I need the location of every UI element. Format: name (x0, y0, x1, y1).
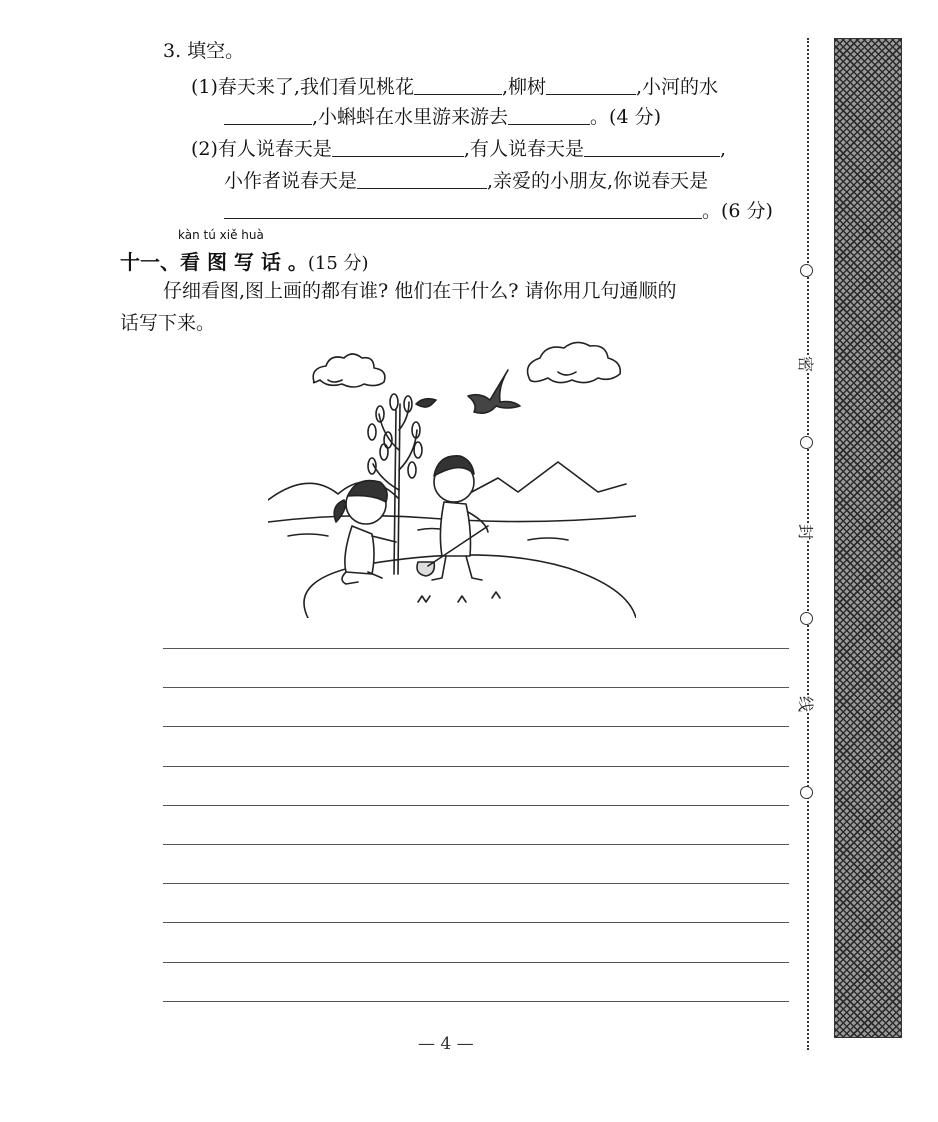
q3-p2-score: 。(6 分) (702, 200, 773, 222)
girl-figure (334, 481, 396, 584)
swallow-bird (468, 370, 520, 413)
binding-dotted-line (807, 38, 809, 1050)
answer-blank[interactable] (224, 200, 702, 219)
answer-blank[interactable] (357, 170, 487, 189)
q3-p1-score: 。(4 分) (590, 106, 662, 128)
q3-part2-line3 (224, 200, 773, 221)
answer-blank[interactable] (508, 106, 590, 125)
q3-p1-text-d: ,小蝌蚪在水里游来游去 (312, 106, 509, 128)
q3-p1-text-c: ,小河的水 (636, 76, 719, 98)
cloud-right (528, 342, 621, 382)
writing-line[interactable] (163, 726, 789, 727)
answer-blank[interactable] (546, 76, 636, 95)
cloud-swirl (328, 380, 342, 382)
writing-line[interactable] (163, 766, 789, 767)
q3-part2-line1 (191, 138, 726, 159)
tree-planting-illustration (268, 340, 636, 618)
writing-line[interactable] (163, 922, 789, 923)
question-3-title: 3. 填空。 (163, 40, 245, 62)
heading-score: (15 分) (307, 253, 369, 274)
heading-text: 十一、看 图 写 话 。 (120, 250, 308, 274)
answer-blank[interactable] (332, 138, 464, 157)
small-bird (416, 399, 436, 407)
writing-line[interactable] (163, 844, 789, 845)
writing-line[interactable] (163, 805, 789, 806)
answer-blank[interactable] (224, 106, 312, 125)
binding-hole-icon (800, 436, 813, 449)
cloud-swirl (558, 372, 576, 375)
question-11-heading (120, 246, 369, 275)
binding-char-feng: 封 (796, 523, 816, 541)
q3-part1-line1 (191, 76, 718, 97)
writing-line[interactable] (163, 687, 789, 688)
instruction-line2: 话写下来。 (120, 312, 216, 334)
q3-p2-text-e: ,亲爱的小朋友,你说春天是 (487, 170, 709, 192)
answer-blank[interactable] (584, 138, 720, 157)
binding-char-mi: 密 (796, 355, 816, 373)
writing-line[interactable] (163, 648, 789, 649)
q3-p2-text-b: ,有人说春天是 (463, 138, 584, 160)
heading-pinyin: kàn tú xiě huà (178, 228, 264, 242)
page-number: — 4 — (418, 1034, 474, 1054)
binding-char-xian: 线 (796, 695, 816, 713)
q3-p1-text-a: (1)春天来了,我们看见桃花 (191, 76, 414, 98)
q3-p2-text-a: (2)有人说春天是 (191, 138, 332, 160)
instruction-line1: 仔细看图,图上画的都有谁? 他们在干什么? 请你用几句通顺的 (163, 280, 677, 302)
q3-p2-text-c: , (719, 138, 727, 160)
grass-tufts (418, 592, 500, 602)
cloud-left (313, 354, 385, 387)
q3-part2-line2 (224, 170, 708, 191)
writing-line[interactable] (163, 962, 789, 963)
decorative-pattern-strip (834, 38, 902, 1038)
q3-p1-text-b: ,柳树 (501, 76, 547, 98)
water-ripples (288, 529, 568, 541)
q3-part1-line2 (224, 106, 661, 127)
binding-hole-icon (800, 786, 813, 799)
writing-line[interactable] (163, 1001, 789, 1002)
q3-p2-text-d: 小作者说春天是 (224, 170, 358, 192)
binding-hole-icon (800, 612, 813, 625)
answer-blank[interactable] (414, 76, 502, 95)
binding-hole-icon (800, 264, 813, 277)
writing-line[interactable] (163, 883, 789, 884)
